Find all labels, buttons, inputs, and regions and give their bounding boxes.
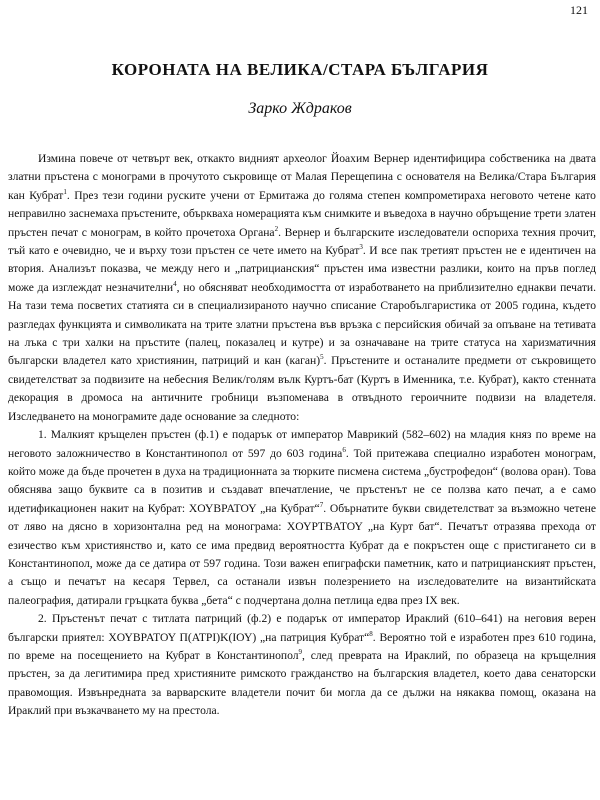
text-run: Измина повече от четвърт век, откакто видният археолог Йоахим Вернер идентифицира собственика на двата златни пръстена с монограми в прочутото съкровище от Малая Перещепина с основателя на Велика/Стара България кан Кубрат [8,152,596,202]
footnote-ref: 1 [63,187,67,196]
footnote-ref: 2 [274,224,279,233]
text-run: . Вероятно той е изработен през 610 година, по време на посещението на Кубрат в Константинопол [8,630,596,662]
text-run: . През тези години руските учени от Ермитажа до голяма степен компрометираха неговото четене като неправилно заснемаха пръстените, объркваха номерацията към снимките и въведоха в научно обръщение трети златен пръстен печат с монограм, в който прочетоха Органа [8,188,596,239]
footnote-ref: 4 [173,279,177,288]
text-run: 2. Пръстенът печат с титлата патриций (ф.2) е подарък от император Ираклий (610–641) на неговия верен български приятел: ΧΟΥΒΡΑΤΟΥ Π(ΑΤΡΙ)Κ(ΙΟΥ) „на патриция Кубрат“ [8,612,596,644]
text-run: . Той притежава специално изработен монограм, който може да бъде прочетен в духа на традиционната за тюрките писмена система „бустрофедон“ (волова оран). Това обяснява защо буквите са в позитив и създават впечатление, че пръстенът не се ползва като печат, а е само идетификационен накит на Кубрат: ΧΟΥΒΡΑΤΟΥ „на Кубрат“ [8,446,597,515]
text-run: . И все пак третият пръстен не е идентичен на втория. Анализът показва, че между него и „патрицианския“ пръстен има известни разлики, които на пръв поглед може да изглеждат незначителни [8,244,596,294]
body-paragraph [8,150,596,426]
body-paragraph [8,610,596,720]
article-body [8,150,596,721]
author-name: Зарко Ждраков [248,100,352,117]
footnote-ref: 5 [320,353,324,362]
text-run: , след превратa на Ираклий, по образеца на кръщелния пръстен, за да легитимира пред християните римското гражданство на българския владетел, което дава сенаторски правомощия. Извънредната за варварските владетели почит би могла да се дължи на някаква помощ, оказана на Ираклий при възкачването му на престола. [8,648,596,718]
footnote-ref: 6 [342,445,346,454]
article-title: КОРОНАТА НА ВЕЛИКА/СТАРА БЪЛГАРИЯ [111,60,489,79]
footnote-ref: 3 [359,243,363,252]
body-paragraph [8,426,596,610]
footnote-ref: 9 [298,648,303,657]
text-run: . Вернер и българските изследователи оспориха техния прочит, тъй като е очевидно, че и върху този пръстен се чете името на Кубрат [8,225,596,258]
text-run: , но обясняват необходимостта от изработването на приблизително еднакви печати. На тази тема посветих статията си в специализираното научно списание Старобългаристика от 2005 година, където разгледах функцията и символиката на трите златни пръстена във връзка с персийския обичай за опъване на тетивата на лъка с три халки на пръстите (палец, показалец и кутре) и за означаване на трите статуса на харизматичния български владетел като християнин, патриций и кан (каган) [8,280,596,368]
footnote-ref: 7 [319,500,324,509]
text-run: . Обърнатите букви свидетелстват за възможно четене от ляво на дясно в хоризонтална ред на монограма: ΧΟΥΡΤΒΑΤΟΥ „на Курт бат“. Печатът отразява прехода от езичество към християнство и, като се има предвид вероятността Кубрат да е покръстен още с пристигането си в Константинопол, може да се датира от 597 година. Този важен епиграфски паметник, като и патрицианският пръстен, а също и печатът на кесаря Тервел, са останали извън полезрението на изследователите на византийската палеография, датирали гръцката буква „бета“ с подчертана долна петлица едва през IX век. [8,501,596,607]
text-run: 1. Малкият кръщелен пръстен (ф.1) е подарък от император Маврикий (582–602) на младия княз по време на неговото заложничество в Константинопол от 597 до 603 година [8,428,596,460]
page-number: 121 [570,3,588,17]
text-run: . Пръстените и останалите предмети от съкровището свидетелстват за подвизите на небесния Велик/голям вълк Куртъ-бат (Куртъ в Именника, т.е. Кубрат), както стенната декорация в дромоса на античните гробници възпоменава в отвъдното героичните подвизи на владетеля. Изследването на монограмите даде основание за следното: [8,354,596,423]
footnote-ref: 8 [369,629,373,638]
